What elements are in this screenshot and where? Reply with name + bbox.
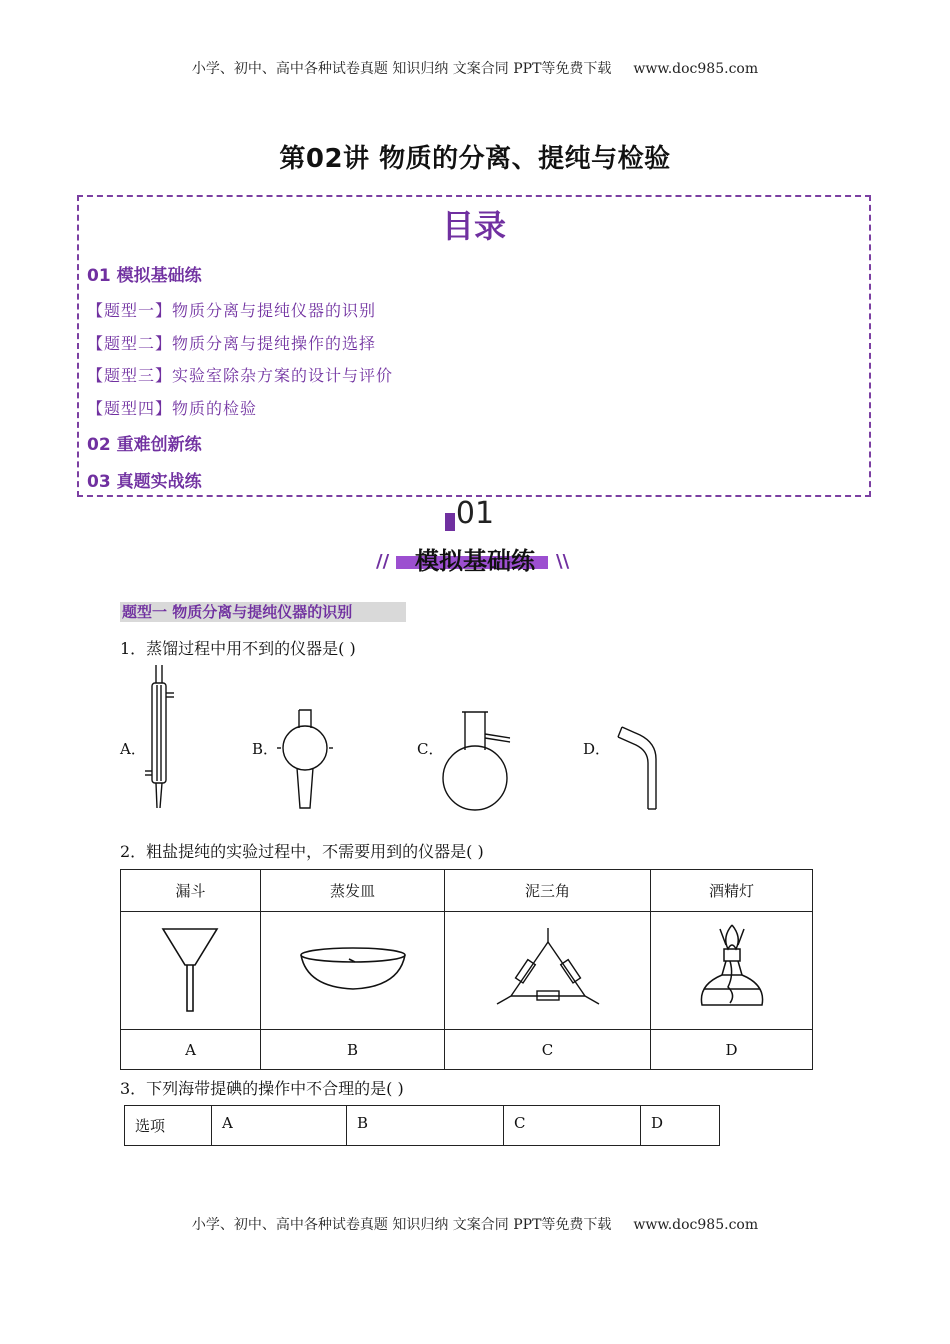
q2-instrument-table (120, 869, 813, 1070)
banner-number: 01 (455, 496, 495, 531)
toc-section-3[interactable]: 03 真题实战练 (87, 472, 202, 492)
footer-text: 小学、初中、高中各种试卷真题 知识归纳 文案合同 PPT等免费下载 (191, 1217, 612, 1233)
q3-option-d: D (641, 1106, 720, 1146)
condenser-image (140, 663, 180, 813)
footer-site[interactable]: www.doc985.com (633, 1217, 759, 1233)
toc-item-1[interactable]: 【题型一】物质分离与提纯仪器的识别 (87, 301, 377, 320)
clay-triangle-image (493, 924, 603, 1014)
toc-heading: 目录 (441, 207, 506, 245)
page-footer (0, 1214, 950, 1234)
question-1-text: 1．蒸馏过程中用不到的仪器是( ) (120, 639, 356, 658)
q3-option-c: C (504, 1106, 641, 1146)
q2-option-b: B (261, 1030, 445, 1070)
q2-header-funnel: 漏斗 (121, 870, 261, 912)
q3-option-a: A (212, 1106, 347, 1146)
q3-option-header: 选项 (125, 1106, 212, 1146)
q2-image-cell-c (445, 912, 651, 1030)
question-2-text: 2．粗盐提纯的实验过程中，不需要用到的仪器是( ) (120, 842, 484, 861)
q2-image-cell-b (261, 912, 445, 1030)
toc-section-2[interactable]: 02 重难创新练 (87, 435, 202, 455)
toc-item-3[interactable]: 【题型三】实验室除杂方案的设计与评价 (87, 366, 394, 385)
q2-option-a: A (121, 1030, 261, 1070)
banner-slash-left: // (376, 551, 390, 572)
distillation-flask-image (440, 708, 515, 813)
page-header (0, 58, 950, 78)
q3-option-b: B (347, 1106, 504, 1146)
bent-tube-image (610, 725, 670, 815)
q2-image-cell-d (651, 912, 813, 1030)
funnel-image (151, 919, 231, 1019)
separatory-funnel-image (275, 708, 335, 813)
banner-title: 模拟基础练 (415, 547, 535, 575)
header-text: 小学、初中、高中各种试卷真题 知识归纳 文案合同 PPT等免费下载 (191, 61, 612, 77)
table-of-contents (77, 195, 871, 497)
evaporating-dish-image (293, 939, 413, 999)
toc-item-4[interactable]: 【题型四】物质的检验 (87, 399, 258, 418)
page-title: 第02讲 物质的分离、提纯与检验 (279, 144, 671, 174)
q1-option-d-label: D． (583, 740, 611, 758)
q2-header-alcohol-lamp: 酒精灯 (651, 870, 813, 912)
banner-slash-right: \\ (556, 551, 570, 572)
alcohol-lamp-image (692, 919, 772, 1019)
q2-header-evaporating-dish: 蒸发皿 (261, 870, 445, 912)
header-site[interactable]: www.doc985.com (633, 61, 759, 77)
question-3-text: 3．下列海带提碘的操作中不合理的是( ) (120, 1079, 404, 1098)
q1-option-b-label: B． (252, 740, 279, 758)
q3-options-table (124, 1105, 720, 1146)
q2-option-d: D (651, 1030, 813, 1070)
q2-header-clay-triangle: 泥三角 (445, 870, 651, 912)
q1-option-a-label: A． (120, 740, 146, 758)
toc-item-2[interactable]: 【题型二】物质分离与提纯操作的选择 (87, 334, 377, 353)
q1-option-c-label: C． (417, 740, 444, 758)
question-type-label: 题型一 物质分离与提纯仪器的识别 (120, 602, 406, 622)
q2-option-c: C (445, 1030, 651, 1070)
q2-image-cell-a (121, 912, 261, 1030)
toc-section-1[interactable]: 01 模拟基础练 (87, 266, 202, 286)
